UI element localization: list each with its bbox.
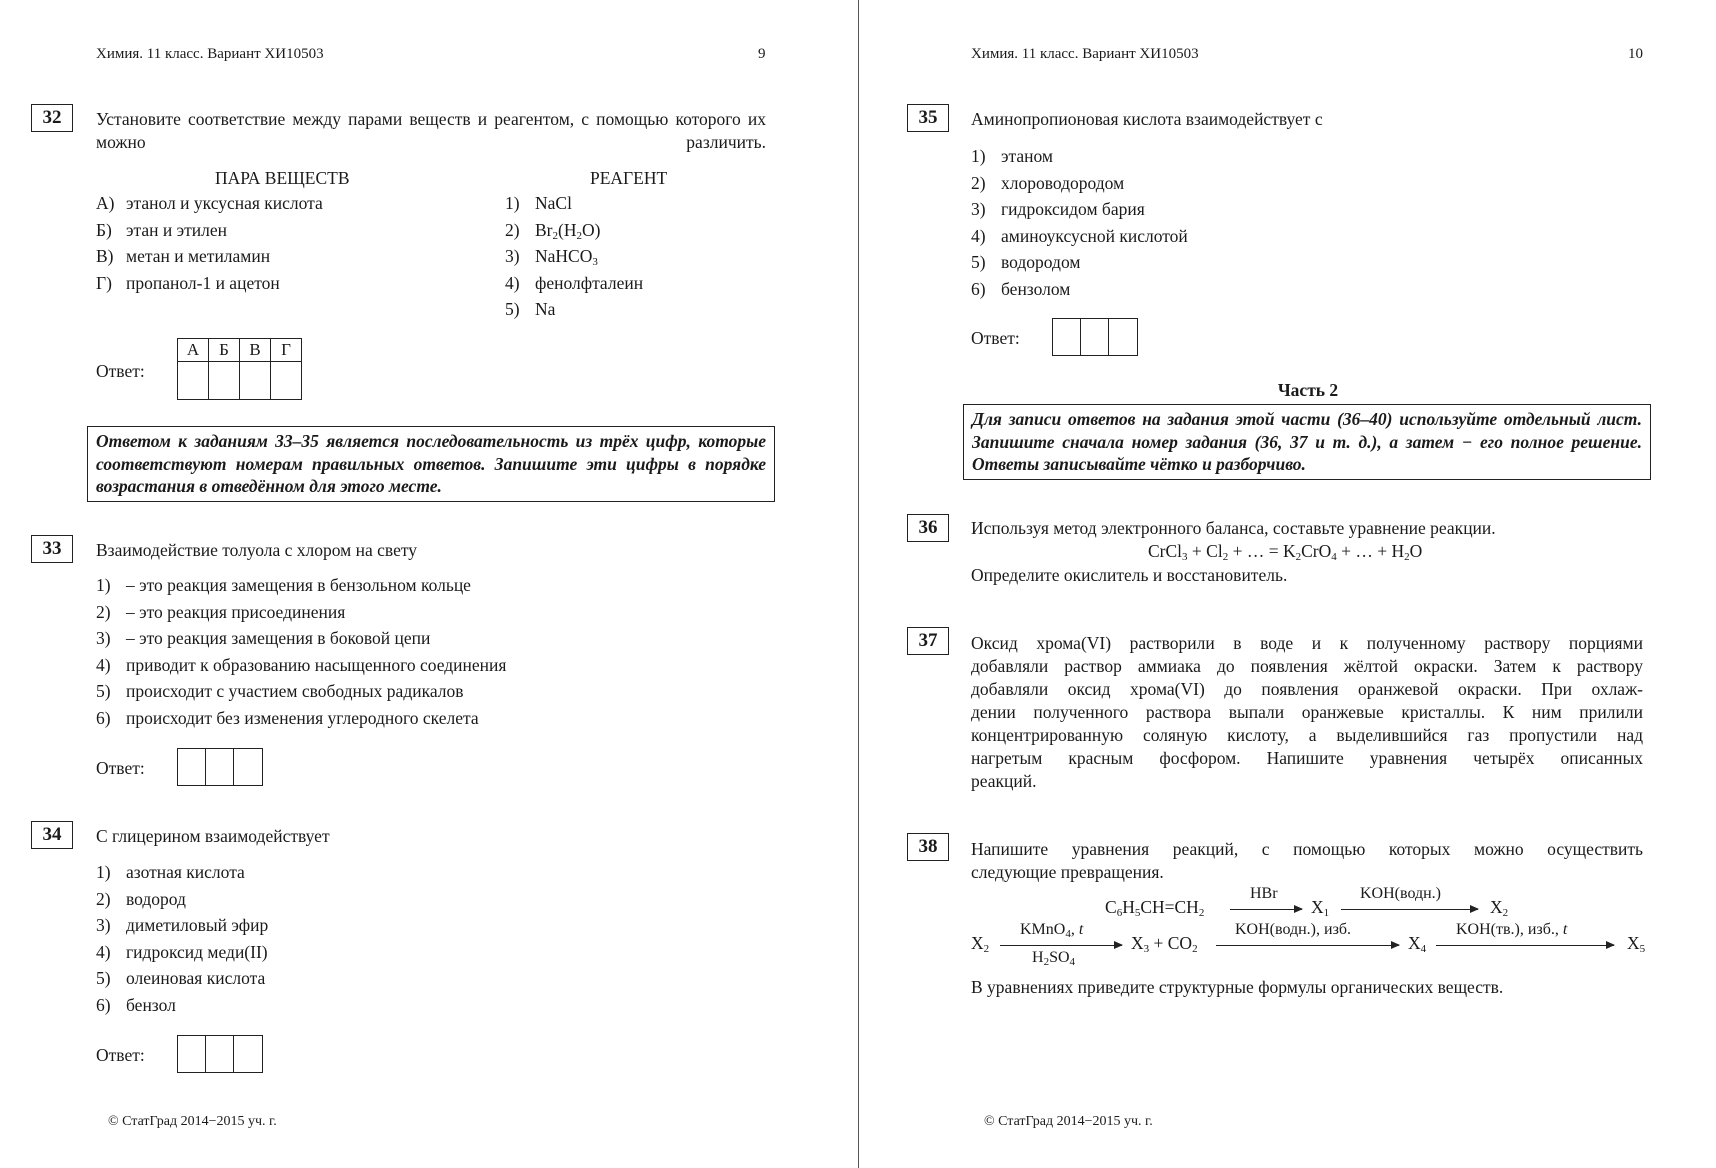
page-divider [858, 0, 859, 1168]
q37-line: реакций. [971, 771, 1037, 791]
question-35-text: Аминопропионовая кислота взаимодействует с [971, 109, 1323, 129]
question-number-38: 38 [907, 833, 949, 861]
answer-cell[interactable] [1081, 319, 1109, 355]
answer-cell[interactable] [240, 362, 271, 400]
q37-line: дении полученного раствора выпали оранжевые кристаллы. К ним прилили [971, 702, 1643, 722]
left-page-header: Химия. 11 класс. Вариант ХИ10503 [96, 46, 324, 62]
question-number-37: 37 [907, 627, 949, 655]
question-38-line1: Напишите уравнения реакций, с помощью которых можно осуществить [971, 839, 1643, 859]
option-item: 2) водород [96, 888, 186, 909]
left-footer: © СтатГрад 2014−2015 уч. г. [108, 1114, 277, 1129]
reagent-column-title: РЕАГЕНТ [590, 168, 668, 188]
arrow-2 [1341, 909, 1478, 910]
question-38-text-end: В уравнениях приведите структурные формулы органических веществ. [971, 977, 1504, 997]
reagent-koh-solid: KOH(тв.), изб., t [1456, 921, 1568, 938]
q37-line: нагретым красным фосфором. Напишите уравнения четырёх описанных [971, 748, 1643, 768]
option-item: 2) хлороводородом [971, 172, 1125, 193]
pair-item: Г) пропанол-1 и ацетон [96, 272, 280, 293]
pair-item: Б) этан и этилен [96, 219, 228, 240]
reagent-koh-aq-excess: KOH(водн.), изб. [1235, 921, 1352, 938]
arrow-4 [1216, 945, 1399, 946]
arrow-1 [1230, 909, 1302, 910]
option-item: 3) гидроксидом бария [971, 199, 1145, 219]
answer-cell[interactable] [234, 1036, 262, 1072]
question-number-36: 36 [907, 514, 949, 542]
option-item: 6) бензолом [971, 278, 1071, 299]
reagents-list [505, 190, 643, 323]
option-item: 4) аминоуксусной кислотой [971, 225, 1188, 246]
option-item: 5) олеиновая кислота [96, 968, 266, 988]
reagent-h2so4: $H_2SO_4$ [1032, 949, 1076, 968]
arrow-3 [1000, 945, 1122, 946]
answer-cell[interactable] [1109, 319, 1137, 355]
question-34-text: С глицерином взаимодействует [96, 826, 330, 846]
option-item: 5) происходит с участием свободных радикалов [96, 681, 464, 701]
reagent-item: 2) $Br_2(H_2O)$ [505, 219, 601, 242]
answer-cell[interactable] [178, 1036, 206, 1072]
answer-cell[interactable] [271, 362, 302, 400]
answer-grid-32[interactable] [177, 338, 302, 400]
instructions-notice: Ответом к заданиям 33–35 является последовательность из трёх цифр, которые соответствуют номерам правильных ответов. Запишите эти цифры в порядке возрастания в отведённом для этого месте. [87, 426, 775, 502]
question-38-line2: следующие превращения. [971, 862, 1164, 882]
right-page-number: 10 [1628, 46, 1643, 62]
option-item: 2) – это реакция присоединения [96, 601, 346, 622]
option-item: 3) диметиловый эфир [96, 915, 269, 935]
answer-col-v: В [240, 339, 271, 362]
option-item: 3) – это реакция замещения в боковой цепи [96, 628, 431, 648]
answer-col-a: А [178, 339, 209, 362]
formula-nahco3: NaHCO$_3$ [535, 246, 598, 268]
formula-br2-h2o: $Br_2(H_2O)$ [535, 219, 601, 242]
reagent-item: 3) NaHCO$_3$ [505, 246, 598, 268]
q33-options [96, 572, 506, 731]
question-37-text [971, 632, 1643, 793]
question-number-33: 33 [31, 535, 73, 563]
answer-cell[interactable] [178, 749, 206, 785]
pairs-list [96, 190, 323, 296]
answer-box-35[interactable] [1052, 318, 1138, 356]
arrow-5 [1436, 945, 1614, 946]
q36-equation: CrCl$_3$ + $Cl_2$ + … = $K_2CrO_4$ + … + $H_2O$ [1148, 541, 1423, 563]
right-footer: © СтатГрад 2014−2015 уч. г. [984, 1114, 1153, 1129]
right-page-header: Химия. 11 класс. Вариант ХИ10503 [971, 46, 1199, 62]
reagent-item: 5) Na [505, 299, 556, 319]
pair-item: В) метан и метиламин [96, 246, 271, 266]
scheme-start: $C_6H_5CH=CH_2$ [1105, 897, 1205, 919]
option-item: 1) азотная кислота [96, 862, 245, 882]
q37-line: добавляли оксид хрома(VI) до появления оранжевой окраски. При охлаж- [971, 679, 1643, 699]
part2-notice: Для записи ответов на задания этой части (36–40) используйте отдельный лист. Запишите сначала номер задания (36, 37 и т. д.), а затем − его полное решение. Ответы записывайте чётко и разборчиво. [963, 404, 1651, 480]
q37-line: концентрированную соляную кислоту, а выделившийся газ пропустили над [971, 725, 1643, 745]
pair-item: А) этанол и уксусная кислота [96, 193, 323, 213]
answer-label-35: Ответ: [971, 328, 1020, 348]
scheme-x5: $X_5$ [1627, 933, 1646, 955]
left-page-number: 9 [758, 46, 766, 62]
scheme-x3-co2: $X_3 + CO_2$ [1131, 933, 1198, 955]
answer-label-34: Ответ: [96, 1045, 145, 1065]
answer-cell[interactable] [1053, 319, 1081, 355]
part2-title: Часть 2 [1277, 380, 1339, 400]
question-36-text: Используя метод электронного баланса, составьте уравнение реакции. [971, 518, 1496, 538]
scheme-x1: $X_1$ [1311, 897, 1330, 919]
option-item: 1) этаном [971, 146, 1053, 166]
scheme-x4: $X_4$ [1408, 933, 1427, 955]
q34-options [96, 859, 268, 1018]
scheme-x2-start: $X_2$ [971, 933, 990, 955]
answer-col-b: Б [209, 339, 240, 362]
q37-line: добавляли раствор аммиака до появления жёлтой окраски. Затем к раствору [971, 656, 1643, 676]
question-number-35: 35 [907, 104, 949, 132]
answer-cell[interactable] [234, 749, 262, 785]
pair-column-title: ПАРА ВЕЩЕСТВ [215, 168, 350, 188]
question-36-text2: Определите окислитель и восстановитель. [971, 565, 1288, 585]
q37-line: Оксид хрома(VI) растворили в воде и к полученному раствору порциями [971, 633, 1643, 653]
answer-label-32: Ответ: [96, 361, 145, 381]
option-item: 5) водородом [971, 252, 1081, 272]
question-number-32: 32 [31, 104, 73, 132]
answer-box-34[interactable] [177, 1035, 263, 1073]
option-item: 6) происходит без изменения углеродного скелета [96, 707, 479, 728]
answer-box-33[interactable] [177, 748, 263, 786]
reagent-hbr: HBr [1250, 885, 1278, 902]
reagent-koh-aq: KOH(водн.) [1360, 885, 1442, 902]
reagent-item: 1) NaCl [505, 193, 572, 213]
option-item: 4) гидроксид меди(II) [96, 941, 268, 962]
q35-options [971, 143, 1188, 302]
option-item: 6) бензол [96, 994, 176, 1015]
answer-cell[interactable] [206, 1036, 234, 1072]
answer-label-33: Ответ: [96, 758, 145, 778]
option-item: 1) – это реакция замещения в бензольном кольце [96, 575, 471, 595]
question-32-text: Установите соответствие между парами веществ и реагентом, с помощью которого их можно различить. [96, 109, 766, 152]
answer-cell[interactable] [178, 362, 209, 400]
question-33-text: Взаимодействие толуола с хлором на свету [96, 540, 417, 560]
reagent-kmno4: KMnO$_4$, t [1020, 921, 1084, 940]
answer-cell[interactable] [209, 362, 240, 400]
option-item: 4) приводит к образованию насыщенного соединения [96, 654, 507, 675]
question-number-34: 34 [31, 821, 73, 849]
answer-col-g: Г [271, 339, 302, 362]
answer-cell[interactable] [206, 749, 234, 785]
scheme-x2: $X_2$ [1490, 897, 1509, 919]
reagent-item: 4) фенолфталеин [505, 272, 644, 293]
